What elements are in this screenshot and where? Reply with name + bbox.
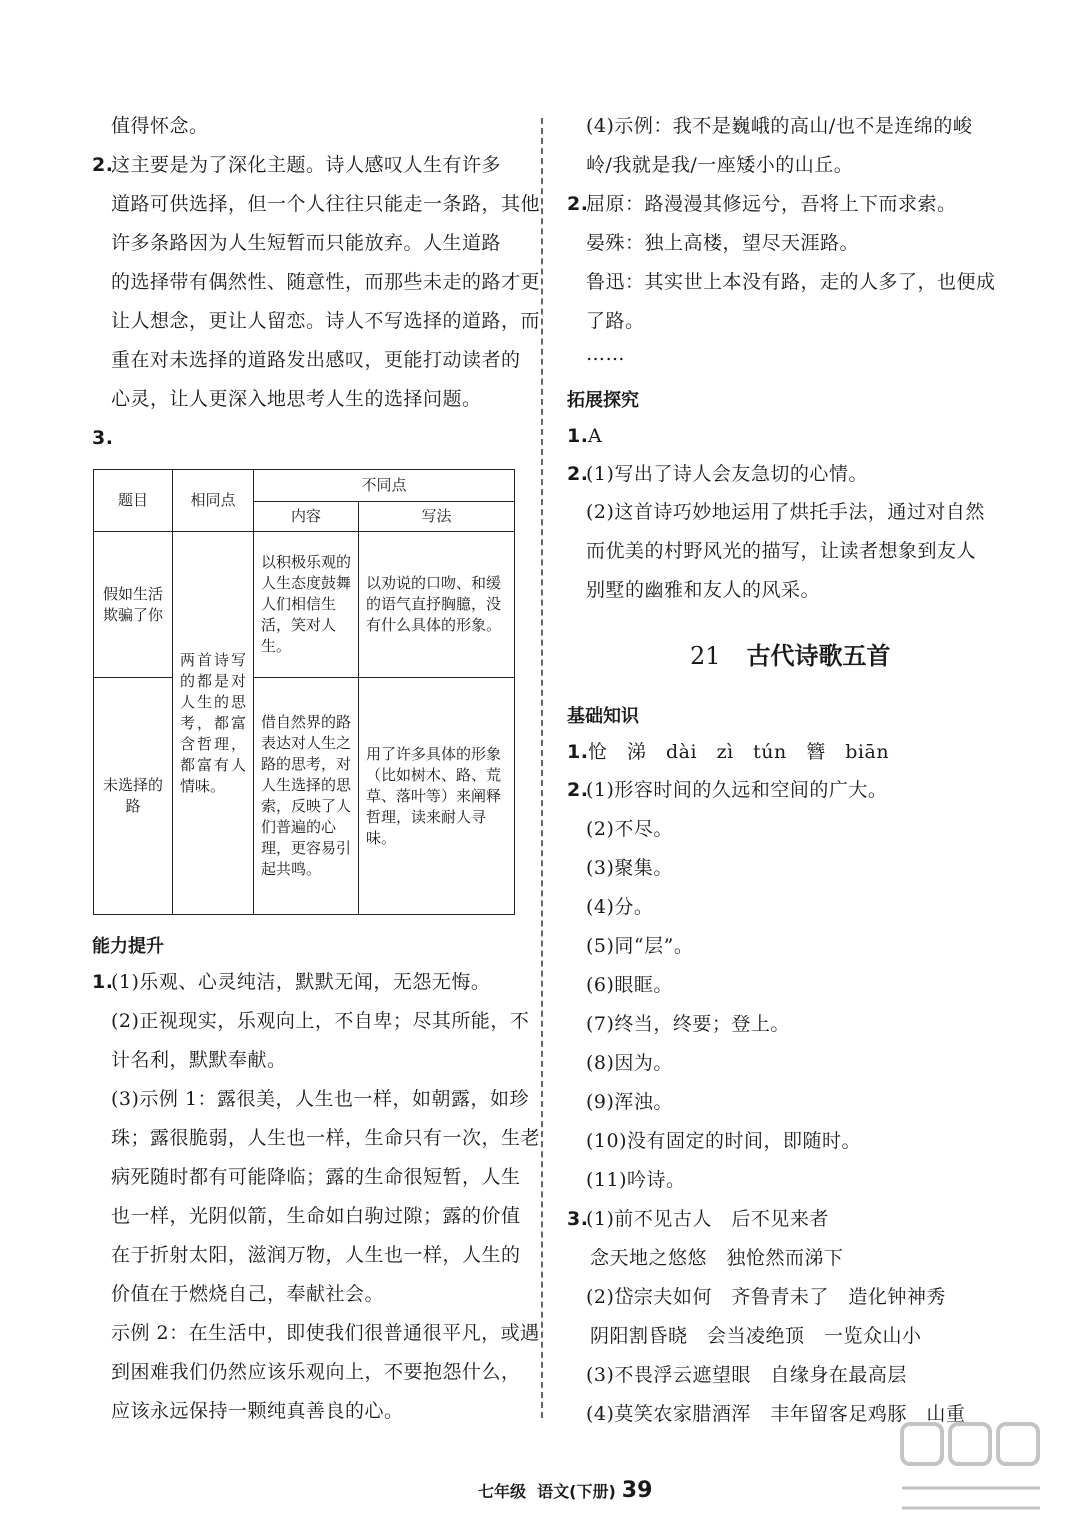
lesson-title xyxy=(690,636,891,671)
b2-line: (8)因为。 xyxy=(586,1052,673,1074)
a1-line: (1)乐观、心灵纯洁，默默无闻，无怨无悔。 xyxy=(111,971,491,993)
e2-line: (2)这首诗巧妙地运用了烘托手法，通过对自然 xyxy=(586,501,985,523)
b2-line: (5)同“层”。 xyxy=(586,935,694,957)
r-q2-line: 晏殊：独上高楼，望尽天涯路。 xyxy=(586,232,860,254)
lesson-number: 21 xyxy=(690,642,721,670)
r-q2-line: 鲁迅：其实世上本没有路，走的人多了，也便成 xyxy=(586,271,996,293)
b1-answer: 怆 涕 dài zì tún 簪 biān xyxy=(588,741,890,763)
watermark-logo-icon xyxy=(896,1418,1046,1528)
q2-line: 让人想念，更让人留恋。诗人不写选择的道路，而 xyxy=(111,310,541,332)
ability-heading: 能力提升 xyxy=(92,936,164,957)
same-point: 两首诗写的都是对人生的思考，都富含哲理，都富有人情味。 xyxy=(173,532,254,915)
q2-line: 这主要是为了深化主题。诗人感叹人生有许多 xyxy=(111,154,502,176)
header-content: 内容 xyxy=(254,502,359,532)
q2-line: 的选择带有偶然性、随意性，而那些未走的路才更 xyxy=(111,271,541,293)
a1-line: 到困难我们仍然应该乐观向上，不要抱怨什么， xyxy=(111,1361,521,1383)
b2-line: (4)分。 xyxy=(586,896,654,918)
e2-line: (1)写出了诗人会友急切的心情。 xyxy=(586,463,868,485)
b2-line: (7)终当，终要；登上。 xyxy=(586,1013,790,1035)
b2-number: 2. xyxy=(567,779,589,801)
e1-answer: A xyxy=(588,425,603,447)
footer-subject: 语文(下册) xyxy=(537,1482,616,1501)
e2-line: 别墅的幽雅和友人的风采。 xyxy=(586,579,821,601)
footer-grade: 七年级 xyxy=(478,1482,527,1501)
row1-content: 以积极乐观的人生态度鼓舞人们相信生活，笑对人生。 xyxy=(254,532,359,678)
q3-number: 3. xyxy=(92,427,114,449)
right-line: (4)示例：我不是巍峨的高山/也不是连绵的峻 xyxy=(586,115,973,137)
r-q2-line: 屈原：路漫漫其修远兮，吾将上下而求索。 xyxy=(586,193,957,215)
a1-line: 价值在于燃烧自己，奉献社会。 xyxy=(111,1283,385,1305)
b2-line: (9)浑浊。 xyxy=(586,1091,673,1113)
header-same: 相同点 xyxy=(173,470,254,532)
header-method: 写法 xyxy=(359,502,515,532)
b3-line: (2)岱宗夫如何 齐鲁青未了 造化钟神秀 xyxy=(586,1286,946,1308)
row2-title: 未选择的路 xyxy=(94,678,173,915)
explore-heading: 拓展探究 xyxy=(567,390,639,411)
b2-line: (1)形容时间的久远和空间的广大。 xyxy=(586,779,888,801)
header-diff: 不同点 xyxy=(254,470,515,502)
lesson-name: 古代诗歌五首 xyxy=(746,642,891,670)
b2-line: (6)眼眶。 xyxy=(586,974,673,996)
b3-line: (4)莫笑农家腊酒浑 丰年留客足鸡豚 山重 xyxy=(586,1403,966,1425)
row1-method: 以劝说的口吻、和缓的语气直抒胸臆，没有什么具体的形象。 xyxy=(359,532,515,678)
right-line: 岭/我就是我/一座矮小的山丘。 xyxy=(586,154,854,176)
row2-content: 借自然界的路表达对人生之路的思考，对人生选择的思索，反映了人们普遍的心理，更容易引起共鸣。 xyxy=(254,678,359,915)
a1-line: 计名利，默默奉献。 xyxy=(111,1049,287,1071)
page-footer xyxy=(478,1478,652,1503)
comparison-table xyxy=(93,469,515,915)
r-q2-number: 2. xyxy=(567,193,589,215)
b2-line: (2)不尽。 xyxy=(586,818,673,840)
r-q2-line: 了路。 xyxy=(586,310,645,332)
basic-heading: 基础知识 xyxy=(567,706,639,727)
b2-line: (11)吟诗。 xyxy=(586,1169,686,1191)
q2-line: 心灵，让人更深入地思考人生的选择问题。 xyxy=(111,388,482,410)
b3-line: (3)不畏浮云遮望眼 自缘身在最高层 xyxy=(586,1364,907,1386)
row1-title: 假如生活欺骗了你 xyxy=(94,532,173,678)
b3-line: 阴阳割昏晓 会当凌绝顶 一览众山小 xyxy=(590,1325,922,1347)
a1-line: (3)示例 1：露很美，人生也一样，如朝露，如珍 xyxy=(111,1088,530,1110)
a1-number: 1. xyxy=(92,971,114,993)
q2-line: 重在对未选择的道路发出感叹，更能打动读者的 xyxy=(111,349,521,371)
a1-line: 在于折射太阳，滋润万物，人生也一样，人生的 xyxy=(111,1244,521,1266)
e2-line: 而优美的村野风光的描写，让读者想象到友人 xyxy=(586,540,977,562)
b3-line: 念天地之悠悠 独怆然而涕下 xyxy=(590,1247,844,1269)
b2-line: (10)没有固定的时间，即随时。 xyxy=(586,1130,862,1152)
left-line-1: 值得怀念。 xyxy=(111,115,209,137)
column-divider xyxy=(541,118,543,1418)
r-q2-ellipsis: …… xyxy=(586,343,625,365)
b1-number: 1. xyxy=(567,741,589,763)
q2-number: 2. xyxy=(92,154,114,176)
b2-line: (3)聚集。 xyxy=(586,857,673,879)
b3-line: (1)前不见古人 后不见来者 xyxy=(586,1208,829,1230)
row2-method: 用了许多具体的形象（比如树木、路、荒草、落叶等）来阐释哲理，读来耐人寻味。 xyxy=(359,678,515,915)
a1-line: 珠；露很脆弱，人生也一样，生命只有一次，生老 xyxy=(111,1127,541,1149)
a1-line: (2)正视现实，乐观向上，不自卑；尽其所能，不 xyxy=(111,1010,530,1032)
header-title: 题目 xyxy=(94,470,173,532)
b3-number: 3. xyxy=(567,1208,589,1230)
e2-number: 2. xyxy=(567,463,589,485)
a1-line: 也一样，光阴似箭，生命如白驹过隙；露的价值 xyxy=(111,1205,521,1227)
page-number: 39 xyxy=(621,1478,653,1503)
a1-line: 示例 2：在生活中，即使我们很普通很平凡，或遇 xyxy=(111,1322,540,1344)
a1-line: 应该永远保持一颗纯真善良的心。 xyxy=(111,1400,404,1422)
q2-line: 许多条路因为人生短暂而只能放弃。人生道路 xyxy=(111,232,502,254)
e1-number: 1. xyxy=(567,425,589,447)
q2-line: 道路可供选择，但一个人往往只能走一条路，其他 xyxy=(111,193,541,215)
a1-line: 病死随时都有可能降临；露的生命很短暂，人生 xyxy=(111,1166,521,1188)
